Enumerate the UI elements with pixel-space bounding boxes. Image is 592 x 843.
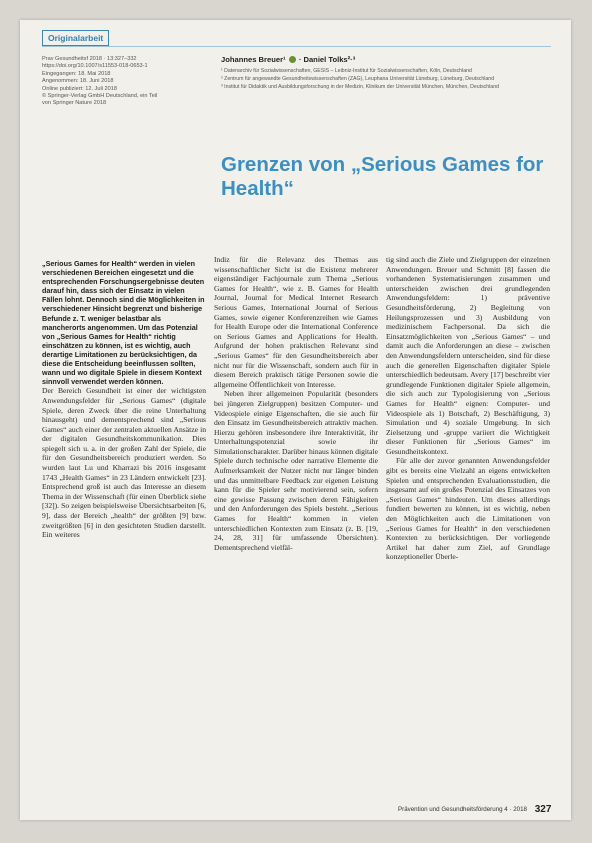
affiliation: ³ Institut für Didaktik und Ausbildungsforschung in der Medizin, Klinikum der Universität München, München, Deutschland xyxy=(221,84,499,90)
author-line xyxy=(221,55,355,64)
author-name: Johannes Breuer¹ xyxy=(221,55,286,64)
meta-line: Online publiziert: 12. Juli 2018 xyxy=(42,85,117,92)
header-rule xyxy=(42,46,551,47)
section-tag: Originalarbeit xyxy=(42,30,109,46)
meta-line[interactable]: https://doi.org/10.1007/s11553-018-0653-1 xyxy=(42,63,148,70)
meta-line: Prav Gesundheitsf 2018 · 13:327–332 xyxy=(42,56,137,62)
abstract: „Serious Games for Health“ werden in vielen verschiedenen Bereichen eingesetzt und die entsprechenden Forschungsergebnisse deuten darauf hin, dass sich der Einsatz in vielen Fällen lohnt. Dennoch sind die Möglichkeiten in verschiedener Hinsicht begrenzt und bisherige Befunde z. T. weniger belastbar als mancherorts angenommen. Um das Potenzial von „Serious Games for Health“ richtig einschätzen zu können, ist es wichtig, auch derartige Limitationen zu berücksichtigen, da diese die Entscheidung beeinflussen sollten, wann und wo digitale Spiele in diesem Kontext sinnvoll verwendet werden können. xyxy=(42,259,205,387)
text-column-2 xyxy=(214,255,378,552)
meta-line: Angenommen: 18. Juni 2018 xyxy=(42,78,114,85)
body-paragraph: tig sind auch die Ziele und Zielgruppen der einzelnen Anwendungen. Breuer und Schmitt [8] fassen die vorhandenen Systematisierungen zusammen und unterscheiden zwischen drei grundlegenden Anwendungsfeldern: 1) präventive Gesundheitsförderung, 2) Begleitung von Heilungsprozessen und 3) Ausbildung von medizinischem Fachpersonal. Da sich die Einsatzmöglichkeiten von „Serious Games“ – und damit auch die Anforderungen an diese – zwischen den Anwendungsfeldern unterscheiden, sind für diese auch die generellen Eigenschaften digitaler Spiele unterschiedlich bedeutsam. Avery [17] beschreibt vier grundlegende Funktionen digitaler Spiele allgemein, die sich auch zur Typologisierung von „Serious Games for Health“ eignen: Computer- und Videospiele als 1) Botschaft, 2) Beschäftigung, 3) Simulation und 4) soziale Umgebung. In sich Zielsetzung und -gruppe variiert die Wichtigkeit dieser Funktionen für „Serious Games“ im Gesundheitskontext. xyxy=(386,255,550,456)
meta-line: von Springer Nature 2018 xyxy=(42,100,107,107)
text-column-3 xyxy=(386,255,550,562)
meta-line: Eingegangen: 18. Mai 2018 xyxy=(42,70,111,77)
body-paragraph: Der Bereich Gesundheit ist einer der wichtigsten Anwendungsfelder für „Serious Games“ (digitale Spiele, deren Zweck über die reine Unterhaltung hinausgeht) und dementsprechend sind „Serious Games“ auch einer der zentralen aktuellen Ansätze in der digitalen Gesundheitskommunikation. Dies spiegelt sich u. a. in der großen Zahl der Spiele, die für den Gesundheitsbereich produziert werden. So wurden laut Lu und Kharrazi bis 2016 insgesamt 1743 „Health Games“ in 23 Ländern entwickelt [23]. Entsprechend groß ist auch das Interesse an diesem Thema in der Wissenschaft (für einen Überblick siehe [32]). So zeigen beispielsweise Übersichtsarbeiten [6, 9], dass der Bereich „health“ der größten [9] bzw. zweitgrößten [6] in den gesichteten Studien darstellt. Ein weiteres xyxy=(42,386,206,540)
orcid-icon[interactable] xyxy=(289,56,296,63)
page-number: 327 xyxy=(534,804,552,815)
page-footer xyxy=(398,804,551,815)
article-title: Grenzen von „Serious Games for Health“ xyxy=(221,153,544,200)
meta-line: © Springer-Verlag GmbH Deutschland, ein Teil xyxy=(42,93,158,100)
body-paragraph: Neben ihrer allgemeinen Popularität (besonders bei jüngeren Zielgruppen) besitzen Computer- und Videospiele einige Eigenschaften, die sie auch für den Einsatz im Gesundheitsbereich attraktiv machen. Hierzu gehören insbesondere ihre Interaktivität, ihr Unterhaltungspotenzial sowie ihr Simulationscharakter. Darüber hinaus können digitale Spiele durch technische oder narrative Elemente die Aufmerksamkeit der Nutzer nicht nur länger binden und das unmittelbare Feedback zur eigenen Leistung kann für die Spieler sehr motivierend sein, sofern eine gewisse Passung zwischen deren Fähigkeiten und den Anforderungen des Spiels besteht. „Serious Games for Health“ kommen in vielen unterschiedlichen Kontexten zum Einsatz (z. B. [19, 24, 28, 31] für umfassende Übersichten). Dementsprechend vielfäl- xyxy=(214,389,378,552)
author-name: · Daniel Tolks²·³ xyxy=(298,55,356,64)
publication-meta xyxy=(42,56,214,108)
journal-page xyxy=(20,20,571,820)
affiliation: ¹ Datenarchiv für Sozialwissenschaften, GESIS – Leibniz-Institut für Sozialwissenschaften, Köln, Deutschland xyxy=(221,68,472,74)
body-paragraph: Für alle der zuvor genannten Anwendungsfelder gibt es bereits eine Vielzahl an eigens entwickelten Spielen und entsprechenden Evaluationsstudien, die insgesamt auf ein großes Potenzial des Einsatzes von „Serious Games“ hindeuten. Um dieses allerdings fundiert bewerten zu können, ist es wichtig, neben den Möglichkeiten auch die Limitationen von „Serious Games for Health“ in den verschiedenen Kontexten zu berücksichtigen. Der vorliegende Artikel hat daher zum Ziel, auf Grundlage konzeptioneller Überle- xyxy=(386,456,550,562)
journal-name: Prävention und Gesundheitsförderung 4 · 2018 xyxy=(398,806,527,813)
affiliation: ² Zentrum für angewandte Gesundheitswissenschaften (ZAG), Leuphana Universität Lüneburg, Lüneburg, Deutschland xyxy=(221,76,495,82)
affiliations xyxy=(221,68,553,92)
body-paragraph: Indiz für die Relevanz des Themas aus wissenschaftlicher Sicht ist die Existenz mehrerer eigenständiger Fachjournale zum Thema „Serious Games for Health“, wie z. B. Games for Health Journal, Journal for Medical Internet Research Serious Games, International Journal of Serious Games, sowie eigener Konferenzreihen wie Games for Health Europe oder die International Conference on Serious Games and Applications for Health. Aufgrund der hohen praktischen Relevanz sind „Serious Games“ für den Gesundheitsbereich aber nicht nur für die Wissenschaft, sondern auch für in diesem Bereich praktisch tätige Personen sowie die allgemeine Öffentlichkeit von Interesse. xyxy=(214,255,378,389)
text-column-1 xyxy=(42,259,206,540)
